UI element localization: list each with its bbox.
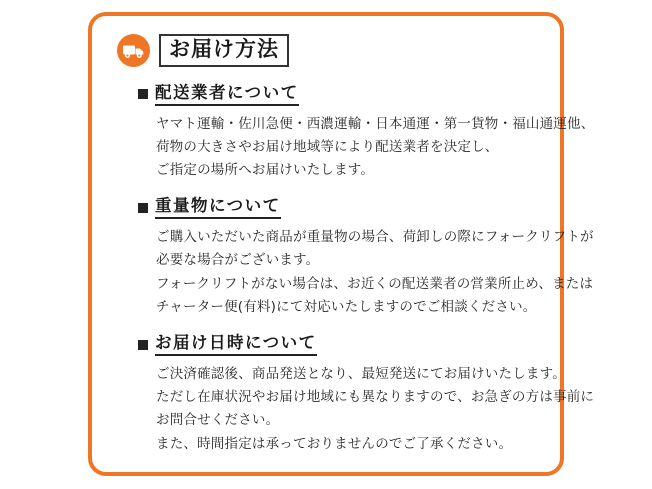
section-delivery-datetime xyxy=(114,333,595,456)
panel-title-box xyxy=(159,34,289,66)
body-line: ご購入いただいた商品が重量物の場合、荷卸しの際にフォークリフトが xyxy=(156,229,594,246)
body-line: お問合せください。 xyxy=(156,412,280,429)
section-heading: 配送業者について xyxy=(155,83,299,106)
section-heading: 重量物について xyxy=(155,196,281,219)
section-shipping-carriers xyxy=(114,83,595,182)
body-line: ご決済確認後、商品発送となり、最短発送にてお届けいたします。 xyxy=(156,365,566,382)
page-title: お届け方法 xyxy=(169,37,279,62)
body-line: また、時間指定は承っておりませんのでご了承ください。 xyxy=(156,435,513,452)
section-body xyxy=(156,226,594,319)
body-line: ヤマト運輸・佐川急便・西濃運輸・日本通運・第一貨物・福山通運他、 xyxy=(156,115,595,132)
square-bullet-icon xyxy=(138,89,148,99)
section-heading-row xyxy=(138,196,538,219)
body-line: フォークリフトがない場合は、お近くの配送業者の営業所止め、または xyxy=(156,275,594,292)
panel-content xyxy=(92,16,595,472)
square-bullet-icon xyxy=(138,340,148,350)
section-heading: お届け日時について xyxy=(155,333,317,356)
section-heading-row xyxy=(138,83,538,106)
section-heavy-items xyxy=(114,196,594,319)
body-line: ただし在庫状況やお届け地域にも異なりますので、お急ぎの方は事前に xyxy=(156,389,595,406)
body-line: チャーター便(有料)にて対応いたしますのでご相談ください。 xyxy=(156,298,537,315)
square-bullet-icon xyxy=(138,203,148,213)
body-line: 必要な場合がございます。 xyxy=(156,252,320,269)
delivery-truck-icon xyxy=(117,34,150,67)
section-body xyxy=(156,363,595,456)
body-line: 荷物の大きさやお届け地域等により配送業者を決定し、 xyxy=(156,139,499,156)
delivery-info-panel xyxy=(88,12,595,476)
section-heading-row xyxy=(138,333,538,356)
body-line: ご指定の場所へお届けいたします。 xyxy=(156,162,375,179)
section-body xyxy=(156,113,595,183)
panel-title-row xyxy=(117,34,538,67)
